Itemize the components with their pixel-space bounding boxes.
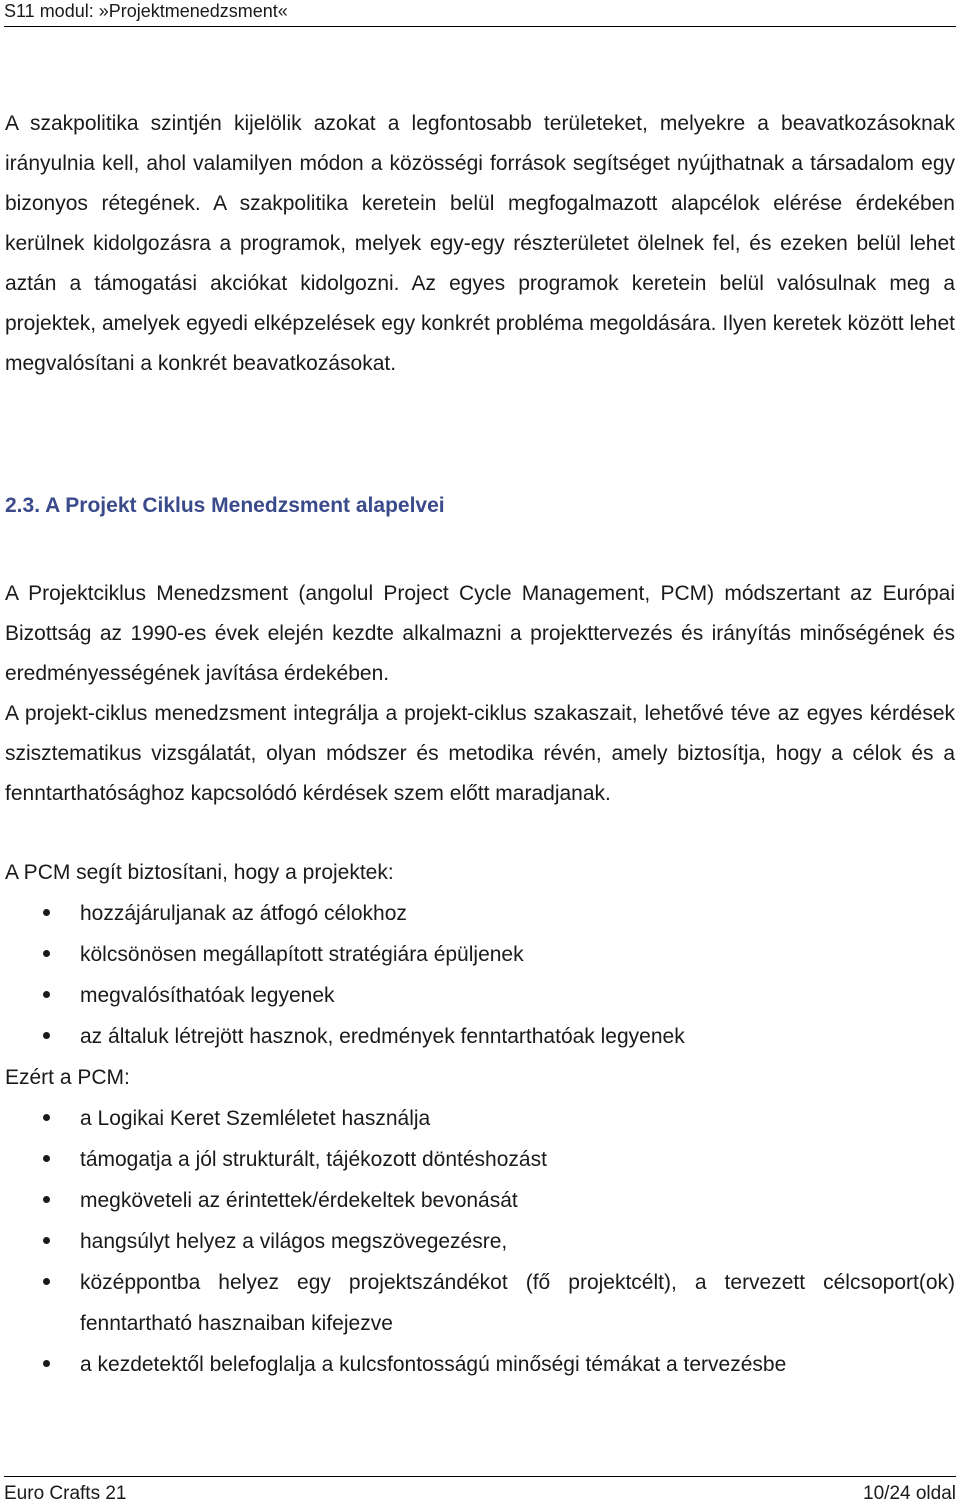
list-item-text: a kezdetektől belefoglalja a kulcsfontosságú minőségi témákat a tervezésbe: [80, 1353, 787, 1376]
list-item: [5, 1139, 955, 1180]
list-item: [5, 1180, 955, 1221]
list-item: [5, 1344, 955, 1385]
bullet-icon: [43, 1237, 50, 1244]
bullet-icon: [43, 1196, 50, 1203]
page-footer: [4, 1476, 956, 1505]
paragraph-2: A Projektciklus Menedzsment (angolul Project Cycle Management, PCM) módszertant az Európai Bizottság az 1990-es évek elején kezdte alkalmazni a projekttervezés és irányítás minőségének és eredményességének javítása érdekében.: [5, 582, 955, 685]
bullet-icon: [43, 950, 50, 957]
bullet-icon: [43, 1114, 50, 1121]
bullet-icon: [43, 1155, 50, 1162]
list-item-text: megvalósíthatóak legyenek: [80, 984, 335, 1007]
header-title: S11 modul: »Projektmenedzsment«: [4, 1, 288, 21]
list-item-text: hangsúlyt helyez a világos megszövegezésre,: [80, 1230, 508, 1253]
list-item-text: kölcsönösen megállapított stratégiára épüljenek: [80, 943, 524, 966]
pcm-approach-list: [5, 1098, 955, 1385]
pcm-list-block: [5, 852, 955, 1385]
list-item: [5, 1262, 955, 1344]
pcm-goals-list: [5, 893, 955, 1057]
bullet-icon: [43, 991, 50, 998]
intro-paragraph-block: [5, 104, 955, 384]
paragraph-1: A szakpolitika szintjén kijelölik azokat a legfontosabb területeket, melyekre a beavatkozásoknak irányulnia kell, ahol valamilyen módon a közösségi források segítséget nyújthatnak a társadalom egy bizonyos rétegének. A szakpolitika keretein belül megfogalmazott alapcélok elérése érdekében kerülnek kidolgozásra a programok, melyek egy-egy részterületet ölelnek fel, és ezeken belül lehet aztán a támogatási akciókat kidolgozni. Az egyes programok keretein belül valósulnak meg a projektek, amelyek egyedi elképzelések egy konkrét probléma megoldására. Ilyen keretek között lehet megvalósítani a konkrét beavatkozásokat.: [5, 112, 955, 375]
footer-project-name: Euro Crafts 21: [4, 1483, 127, 1504]
bullet-icon: [43, 1278, 50, 1285]
list-item-text: hozzájáruljanak az átfogó célokhoz: [80, 902, 407, 925]
list-item: [5, 1098, 955, 1139]
bullet-icon: [43, 1032, 50, 1039]
list-item: [5, 975, 955, 1016]
list-item: [5, 1016, 955, 1057]
page-header: [4, 0, 956, 27]
list-item-text: megköveteli az érintettek/érdekeltek bevonását: [80, 1189, 518, 1212]
section-body: [5, 574, 955, 814]
bullet-icon: [43, 909, 50, 916]
list-item-text: támogatja a jól strukturált, tájékozott döntéshozást: [80, 1148, 547, 1171]
pcm-intro: A PCM segít biztosítani, hogy a projektek:: [5, 861, 394, 884]
therefore-intro: Ezért a PCM:: [5, 1066, 130, 1089]
list-item: [5, 1221, 955, 1262]
list-item: [5, 893, 955, 934]
list-item: [5, 934, 955, 975]
list-item-text: középpontba helyez egy projektszándékot (fő projektcélt), a tervezett célcsoport(ok) fenntartható hasznaiban kifejezve: [80, 1271, 955, 1335]
bullet-icon: [43, 1360, 50, 1367]
list-item-text: az általuk létrejött hasznok, eredmények fenntarthatóak legyenek: [80, 1025, 685, 1048]
paragraph-3: A projekt-ciklus menedzsment integrálja a projekt-ciklus szakaszait, lehetővé téve az egyes kérdések szisztematikus vizsgálatát, olyan módszer és metodika révén, amely biztosítja, hogy a célok és a fenntarthatósághoz kapcsolódó kérdések szem előtt maradjanak.: [5, 702, 955, 805]
footer-page-number: 10/24 oldal: [863, 1483, 956, 1504]
section-heading: 2.3. A Projekt Ciklus Menedzsment alapelvei: [5, 494, 445, 517]
list-item-text: a Logikai Keret Szemléletet használja: [80, 1107, 431, 1130]
